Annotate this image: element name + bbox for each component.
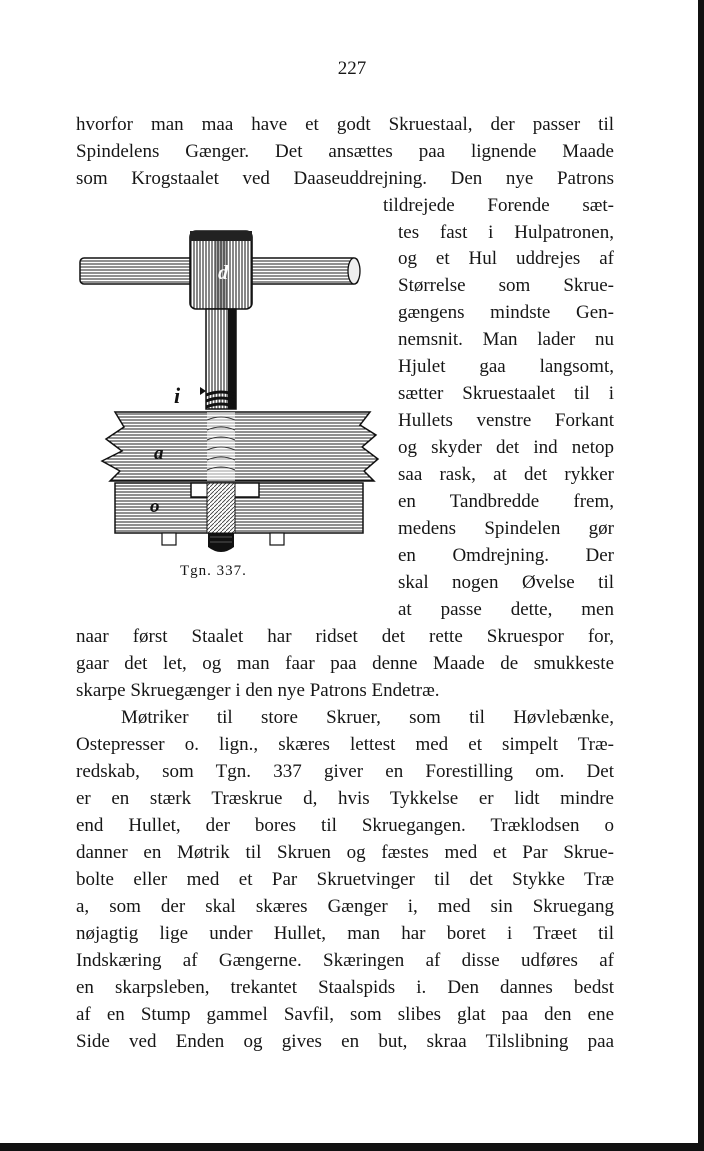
text-line: danner en Møtrik til Skruen og fæstes med et Par Skrue- xyxy=(76,842,614,863)
text-line: naar først Staalet har ridset det rette Skruespor for, xyxy=(76,626,614,647)
figure-tgn-337 xyxy=(70,215,380,595)
figure-caption: Tgn. 337. xyxy=(180,563,247,579)
text-line: er en stærk Træskrue d, hvis Tykkelse er lidt mindre xyxy=(76,788,614,809)
wood-piece-a xyxy=(102,412,378,481)
text-line: sætter Skruestaalet til i xyxy=(398,383,614,404)
text-line: at passe dette, men xyxy=(398,599,614,620)
text-line: hvorfor man maa have et godt Skruestaal, der passer til xyxy=(76,114,614,135)
text-line: gaar det let, og man faar paa denne Maade de smukkeste xyxy=(76,653,614,674)
text-line: Spindelens Gænger. Det ansættes paa lignende Maade xyxy=(76,141,614,162)
text-line: af en Stump gammel Savfil, som slibes glat paa den ene xyxy=(76,1004,614,1025)
text-line: Møtriker til store Skruer, som til Høvlebænke, xyxy=(121,707,614,728)
label-i: i xyxy=(174,383,181,408)
cutter-i xyxy=(200,387,206,395)
label-a: a xyxy=(154,443,164,464)
text-line: en Omdrejning. Der xyxy=(398,545,614,566)
text-line: Hjulet gaa langsomt, xyxy=(398,356,614,377)
text-line: nøjagtig lige under Hullet, man har boret i Træet til xyxy=(76,923,614,944)
text-line: og et Hul uddrejes af xyxy=(398,248,614,269)
text-line: og skyder det ind netop xyxy=(398,437,614,458)
text-line: skarpe Skruegænger i den nye Patrons Endetræ. xyxy=(76,680,440,701)
text-line: Størrelse som Skrue- xyxy=(398,275,614,296)
text-line: skal nogen Øvelse til xyxy=(398,572,614,593)
text-line: en Tandbredde frem, xyxy=(398,491,614,512)
text-line: som Krogstaalet ved Daaseuddrejning. Den nye Patrons xyxy=(76,168,614,189)
page-edge-right xyxy=(698,0,704,1151)
text-line: Ostepresser o. lign., skæres lettest med et simpelt Træ- xyxy=(76,734,614,755)
text-line: redskab, som Tgn. 337 giver en Forestilling om. Det xyxy=(76,761,614,782)
page-number: 227 xyxy=(337,58,367,79)
page-edge-bottom xyxy=(0,1143,704,1151)
text-line: end Hullet, der bores til Skruegangen. Træklodsen o xyxy=(76,815,614,836)
label-o: o xyxy=(150,496,160,517)
text-line: Side ved Enden og gives en but, skraa Tilslibning paa xyxy=(76,1031,614,1052)
nut-block-o xyxy=(115,483,363,552)
text-line: Indskæring af Gængerne. Skæringen af disse udføres af xyxy=(76,950,614,971)
screw-tool-illustration xyxy=(70,215,380,595)
label-d: d xyxy=(218,262,228,284)
text-line: bolte eller med et Par Skruetvinger til det Stykke Træ xyxy=(76,869,614,890)
text-line: en skarpsleben, trekantet Staalspids i. Den dannes bedst xyxy=(76,977,614,998)
text-line: medens Spindelen gør xyxy=(398,518,614,539)
text-line: nemsnit. Man lader nu xyxy=(398,329,614,350)
text-line: a, som der skal skæres Gænger i, med sin Skruegang xyxy=(76,896,614,917)
text-line: tes fast i Hulpatronen, xyxy=(398,222,614,243)
text-line: Hullets venstre Forkant xyxy=(398,410,614,431)
screw-shaft xyxy=(206,309,236,409)
text-line: gængens mindste Gen- xyxy=(398,302,614,323)
text-line: tildrejede Forende sæt- xyxy=(383,195,614,216)
text-line: saa rask, at det rykker xyxy=(398,464,614,485)
